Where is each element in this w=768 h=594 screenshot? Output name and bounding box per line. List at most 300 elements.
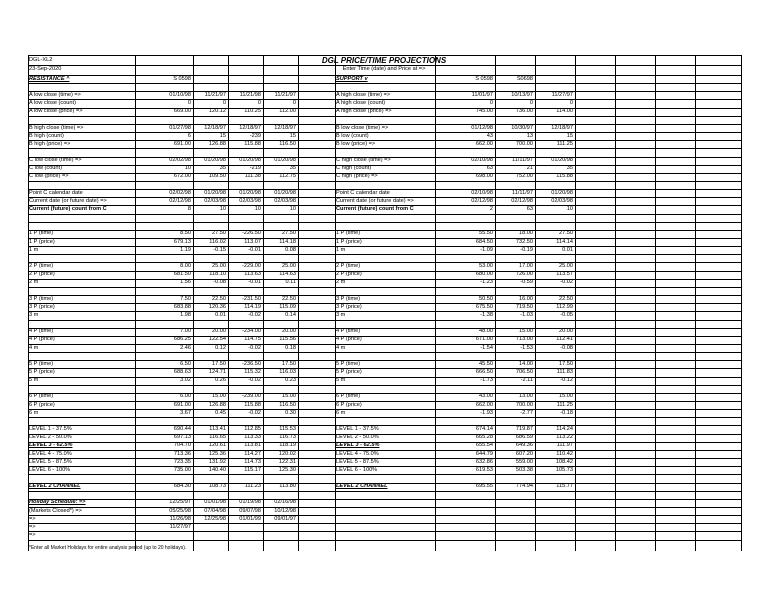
resistance-value-cell[interactable]: -234.00	[242, 328, 261, 335]
support-value-cell[interactable]: -0.08	[560, 344, 573, 351]
support-value-cell[interactable]: 02/10/98	[471, 189, 493, 196]
resistance-row-label[interactable]: C low close (time) =>	[29, 157, 82, 164]
resistance-value-cell[interactable]: 01/20/98	[274, 189, 296, 196]
resistance-value-cell[interactable]: 688.63	[173, 369, 191, 375]
resistance-value-cell[interactable]: 6	[187, 132, 191, 139]
resistance-value-cell[interactable]: 681.50	[173, 271, 191, 278]
resistance-value-cell[interactable]: -0.02	[248, 311, 261, 318]
support-value-cell[interactable]: 25.00	[559, 263, 573, 270]
resistance-row-label[interactable]: 4 P (time)	[29, 328, 54, 335]
support-value-cell[interactable]: -2.11	[520, 377, 533, 384]
support-value-cell[interactable]: -1.93	[480, 409, 493, 416]
resistance-value-cell[interactable]: 111.38	[244, 173, 261, 180]
support-row-label[interactable]: SUPPORT v	[336, 75, 368, 82]
support-row-label[interactable]: 3 P (time)	[336, 295, 361, 302]
resistance-value-cell[interactable]: 25.00	[282, 263, 296, 270]
support-value-cell[interactable]: 0.01	[562, 246, 573, 253]
support-value-cell[interactable]: 63	[526, 206, 533, 212]
support-row-label[interactable]: B low (count)	[336, 132, 369, 139]
support-row-label[interactable]: A high close (time) =>	[336, 91, 391, 98]
resistance-value-cell[interactable]: 0.18	[285, 344, 296, 351]
resistance-value-cell[interactable]: 0.26	[215, 377, 226, 384]
support-value-cell[interactable]: 115.77	[556, 483, 573, 490]
support-value-cell[interactable]: 113.57	[556, 271, 573, 278]
resistance-row-label[interactable]: 4 m	[29, 344, 39, 351]
support-value-cell[interactable]: 48.00	[479, 328, 493, 335]
support-value-cell[interactable]: 55.50	[479, 230, 493, 237]
support-value-cell[interactable]: 112.99	[556, 303, 573, 310]
support-row-label[interactable]: 5 m	[336, 377, 346, 384]
resistance-value-cell[interactable]: 10	[184, 165, 191, 172]
support-value-cell[interactable]: 02/10/98	[471, 157, 493, 164]
resistance-value-cell[interactable]: 12/18/97	[239, 124, 261, 131]
support-value-cell[interactable]: 16.00	[519, 295, 533, 302]
resistance-value-cell[interactable]: -226.50	[242, 230, 261, 237]
support-value-cell[interactable]: 10	[566, 206, 573, 212]
resistance-value-cell[interactable]: 131.92	[208, 458, 226, 465]
support-row-label[interactable]: C high close (time) =>	[336, 157, 391, 164]
resistance-value-cell[interactable]: 3.67	[180, 409, 191, 416]
resistance-value-cell[interactable]: 0.12	[215, 344, 226, 351]
support-value-cell[interactable]: 655.54	[475, 442, 493, 449]
support-value-cell[interactable]: S 0598	[475, 75, 493, 82]
resistance-value-cell[interactable]: -239.00	[242, 393, 261, 400]
support-value-cell[interactable]: 0	[489, 100, 493, 107]
resistance-row-label[interactable]: 5 P (price)	[29, 369, 55, 375]
resistance-row-label[interactable]: B high (count)	[29, 132, 64, 139]
support-value-cell[interactable]: 11/11/97	[512, 189, 533, 196]
support-value-cell[interactable]: 503.38	[515, 466, 533, 473]
support-value-cell[interactable]: 706.50	[515, 369, 533, 375]
resistance-value-cell[interactable]: 01/19/98	[239, 499, 261, 506]
resistance-value-cell[interactable]: 02/02/98	[169, 189, 191, 196]
resistance-value-cell[interactable]: 02/16/98	[274, 499, 296, 506]
support-value-cell[interactable]: 719.50	[515, 303, 533, 310]
resistance-value-cell[interactable]: 116.65	[209, 434, 226, 441]
resistance-value-cell[interactable]: 0	[187, 100, 191, 107]
resistance-value-cell[interactable]: 735.00	[173, 466, 191, 473]
support-row-label[interactable]: 6 P (price)	[336, 401, 362, 408]
resistance-row-label[interactable]: A low close (count)	[29, 100, 76, 107]
support-row-label[interactable]: 4 P (time)	[336, 328, 361, 335]
resistance-value-cell[interactable]: 11/21/97	[204, 91, 226, 98]
support-value-cell[interactable]: 14.00	[519, 360, 533, 367]
support-value-cell[interactable]: 43.00	[479, 393, 493, 400]
resistance-value-cell[interactable]: 11/27/97	[169, 523, 191, 530]
resistance-value-cell[interactable]: 20.00	[212, 328, 226, 335]
resistance-value-cell[interactable]: 11/26/98	[169, 515, 191, 522]
resistance-value-cell[interactable]: 1.98	[180, 311, 191, 318]
resistance-row-label[interactable]: 4 P (price)	[29, 336, 55, 343]
support-value-cell[interactable]: 18.00	[519, 230, 533, 237]
resistance-value-cell[interactable]: 115.09	[279, 303, 296, 310]
support-value-cell[interactable]: 114.14	[556, 238, 573, 245]
resistance-value-cell[interactable]: -0.02	[248, 409, 261, 416]
resistance-value-cell[interactable]: 10	[219, 206, 226, 212]
resistance-value-cell[interactable]: 01/01/98	[204, 499, 226, 506]
resistance-value-cell[interactable]: 125.36	[208, 450, 226, 457]
resistance-value-cell[interactable]: 122.31	[278, 458, 296, 465]
resistance-value-cell[interactable]: 111.23	[244, 483, 261, 490]
support-value-cell[interactable]: 686.59	[515, 434, 533, 441]
support-value-cell[interactable]: 674.14	[475, 426, 493, 433]
resistance-row-label[interactable]: RESISTANCE ^	[29, 75, 70, 82]
resistance-value-cell[interactable]: 02/02/98	[169, 157, 191, 164]
support-value-cell[interactable]: -1.54	[480, 344, 493, 351]
resistance-value-cell[interactable]: 05/25/98	[169, 507, 191, 514]
resistance-row-label[interactable]: Current (future) count from C	[29, 206, 107, 212]
support-value-cell[interactable]: 01/12/98	[471, 124, 493, 131]
support-row-label[interactable]: 5 P (time)	[336, 360, 361, 367]
support-value-cell[interactable]: 12/18/97	[551, 124, 573, 131]
resistance-value-cell[interactable]: 112.85	[244, 426, 261, 433]
resistance-value-cell[interactable]: 115.32	[244, 369, 261, 375]
support-value-cell[interactable]: 27.50	[559, 230, 573, 237]
resistance-value-cell[interactable]: 10	[254, 206, 261, 212]
support-value-cell[interactable]: 671.00	[475, 336, 493, 343]
support-row-label[interactable]: LEVEL 2 - 50.0%	[336, 434, 379, 441]
resistance-value-cell[interactable]: 113.41	[209, 426, 226, 433]
resistance-value-cell[interactable]: 0.11	[285, 279, 296, 286]
resistance-row-label[interactable]: =>	[29, 515, 36, 522]
resistance-value-cell[interactable]: 27.50	[282, 230, 296, 237]
support-value-cell[interactable]: 43	[486, 132, 493, 139]
resistance-value-cell[interactable]: 22.50	[282, 295, 296, 302]
resistance-value-cell[interactable]: -236.50	[242, 360, 261, 367]
support-value-cell[interactable]: S0698	[516, 75, 533, 82]
resistance-value-cell[interactable]: -0.01	[248, 279, 261, 286]
support-row-label[interactable]: LEVEL 3 - 62.5%	[336, 442, 380, 449]
support-value-cell[interactable]: 01/20/98	[551, 157, 573, 164]
resistance-value-cell[interactable]: 112.00	[279, 108, 296, 115]
resistance-row-label[interactable]: LEVEL 3 - 62.5%	[29, 442, 73, 449]
support-value-cell[interactable]: 0	[529, 100, 533, 107]
support-value-cell[interactable]: 17.50	[559, 360, 573, 367]
resistance-row-label[interactable]: LEVEL 2 - 50.0%	[29, 434, 72, 441]
support-value-cell[interactable]: 113.22	[556, 434, 573, 441]
support-row-label[interactable]: 2 m	[336, 279, 346, 286]
resistance-value-cell[interactable]: 15.00	[212, 393, 226, 400]
resistance-value-cell[interactable]: 35	[219, 165, 226, 172]
resistance-value-cell[interactable]: 116.50	[279, 140, 296, 147]
support-row-label[interactable]: 1 P (time)	[336, 230, 361, 237]
support-row-label[interactable]: LEVEL 4 - 75.0%	[336, 450, 379, 457]
resistance-row-label[interactable]: 1 P (time)	[29, 230, 54, 237]
resistance-value-cell[interactable]: 12/18/97	[274, 124, 296, 131]
resistance-value-cell[interactable]: 110.25	[244, 108, 261, 115]
resistance-row-label[interactable]: =>	[29, 523, 36, 530]
support-value-cell[interactable]: 02/12/98	[511, 197, 533, 204]
resistance-value-cell[interactable]: 01/20/98	[239, 157, 261, 164]
resistance-row-label[interactable]: A low close (time) =>	[29, 91, 81, 98]
resistance-value-cell[interactable]: 120.36	[208, 303, 226, 310]
support-row-label[interactable]: LEVEL 1 - 37.5%	[336, 426, 379, 433]
resistance-value-cell[interactable]: 115.17	[244, 466, 261, 473]
resistance-value-cell[interactable]: 02/03/98	[204, 197, 226, 204]
resistance-value-cell[interactable]: 01/20/98	[204, 157, 226, 164]
support-value-cell[interactable]: -1.73	[480, 377, 493, 384]
support-value-cell[interactable]: 111.97	[556, 442, 573, 449]
resistance-value-cell[interactable]: 114.27	[244, 450, 261, 457]
resistance-value-cell[interactable]: 118.10	[209, 271, 226, 278]
support-value-cell[interactable]: -1.23	[480, 279, 493, 286]
resistance-value-cell[interactable]: 01/20/98	[239, 189, 261, 196]
resistance-value-cell[interactable]: 15	[289, 132, 296, 139]
resistance-value-cell[interactable]: 114.19	[244, 303, 261, 310]
support-row-label[interactable]: C high (price) =>	[336, 173, 378, 180]
support-value-cell[interactable]: 01/20/98	[551, 189, 573, 196]
resistance-row-label[interactable]: 6 P (price)	[29, 401, 55, 408]
resistance-value-cell[interactable]: 122.54	[208, 336, 226, 343]
support-row-label[interactable]: 6 P (time)	[336, 393, 361, 400]
support-value-cell[interactable]: 695.55	[475, 483, 493, 490]
resistance-row-label[interactable]: LEVEL 5 - 87.5%	[29, 458, 72, 465]
support-value-cell[interactable]: 698.00	[475, 173, 493, 180]
resistance-value-cell[interactable]: 120.02	[278, 450, 296, 457]
resistance-value-cell[interactable]: 15.00	[282, 393, 296, 400]
support-row-label[interactable]: 3 m	[336, 311, 346, 318]
support-value-cell[interactable]: 15.00	[559, 393, 573, 400]
resistance-value-cell[interactable]: 12/18/97	[204, 124, 226, 131]
resistance-value-cell[interactable]: 3.02	[180, 377, 191, 384]
support-row-label[interactable]: 2 P (price)	[336, 271, 362, 278]
resistance-value-cell[interactable]: -0.02	[248, 344, 261, 351]
resistance-value-cell[interactable]: 09/01/97	[274, 515, 296, 522]
support-value-cell[interactable]: 115.88	[556, 173, 573, 180]
support-value-cell[interactable]: 719.87	[515, 426, 533, 433]
resistance-value-cell[interactable]: 7.00	[180, 328, 191, 335]
resistance-row-label[interactable]: Current date (or future date) =>	[29, 197, 107, 204]
resistance-value-cell[interactable]: 704.70	[173, 442, 191, 449]
resistance-value-cell[interactable]: 113.33	[244, 434, 261, 441]
resistance-value-cell[interactable]: 09/07/98	[239, 507, 261, 514]
resistance-row-label[interactable]: LEVEL 2 CHANNEL	[29, 483, 81, 490]
resistance-value-cell[interactable]: 8	[187, 206, 191, 212]
support-value-cell[interactable]: 619.53	[475, 466, 493, 473]
resistance-row-label[interactable]: C low (count)	[29, 165, 62, 172]
resistance-value-cell[interactable]: 140.40	[208, 466, 226, 473]
resistance-value-cell[interactable]: 697.13	[173, 434, 191, 441]
resistance-row-label[interactable]: 6 P (time)	[29, 393, 54, 400]
support-value-cell[interactable]: 114.24	[556, 426, 573, 433]
support-row-label[interactable]: 5 P (price)	[336, 369, 362, 375]
support-row-label[interactable]: 1 P (price)	[336, 238, 362, 245]
support-value-cell[interactable]: 607.20	[515, 450, 533, 457]
support-value-cell[interactable]: -2.77	[520, 409, 533, 416]
resistance-value-cell[interactable]: 02/03/98	[239, 197, 261, 204]
support-row-label[interactable]: LEVEL 6 - 100%	[336, 466, 378, 473]
resistance-value-cell[interactable]: 1.19	[180, 246, 191, 253]
resistance-value-cell[interactable]: 120.61	[208, 442, 226, 449]
resistance-value-cell[interactable]: 124.71	[208, 369, 226, 375]
support-value-cell[interactable]: 662.00	[475, 401, 493, 408]
resistance-value-cell[interactable]: -229.00	[242, 263, 261, 270]
support-value-cell[interactable]: 11/27/97	[551, 91, 573, 98]
support-value-cell[interactable]: 13	[526, 132, 533, 139]
resistance-value-cell[interactable]: S 0598	[173, 75, 191, 82]
resistance-row-label[interactable]: LEVEL 6 - 100%	[29, 466, 71, 473]
resistance-value-cell[interactable]: 115.88	[244, 140, 261, 147]
support-value-cell[interactable]: -0.59	[520, 279, 533, 286]
resistance-value-cell[interactable]: 120.12	[208, 108, 226, 115]
support-value-cell[interactable]: 726.00	[515, 271, 533, 278]
resistance-row-label[interactable]: =>	[29, 532, 36, 538]
resistance-value-cell[interactable]: 109.50	[208, 173, 226, 180]
resistance-value-cell[interactable]: 02/03/98	[274, 197, 296, 204]
resistance-value-cell[interactable]: 01/20/98	[274, 157, 296, 164]
resistance-value-cell[interactable]: 691.00	[173, 140, 191, 147]
resistance-value-cell[interactable]: 0.01	[215, 311, 226, 318]
support-value-cell[interactable]: 108.42	[555, 458, 573, 465]
support-row-label[interactable]: LEVEL 5 - 87.5%	[336, 458, 379, 465]
resistance-value-cell[interactable]: 116.02	[209, 238, 226, 245]
resistance-value-cell[interactable]: 669.00	[173, 108, 191, 115]
support-row-label[interactable]: LEVEL 2 CHANNEL	[336, 483, 388, 490]
resistance-value-cell[interactable]: 118.19	[279, 442, 296, 449]
resistance-value-cell[interactable]: 113.07	[244, 238, 261, 245]
support-value-cell[interactable]: 0	[569, 100, 573, 107]
support-value-cell[interactable]: 02/12/98	[471, 197, 493, 204]
resistance-value-cell[interactable]: 0	[257, 100, 261, 107]
support-value-cell[interactable]: 684.50	[475, 238, 493, 245]
resistance-row-label[interactable]: 1 m	[29, 246, 39, 253]
resistance-row-label[interactable]: 3 P (price)	[29, 303, 55, 310]
support-value-cell[interactable]: 649.36	[515, 442, 533, 449]
resistance-value-cell[interactable]: -0.01	[248, 246, 261, 253]
resistance-value-cell[interactable]: 6.50	[180, 360, 191, 367]
resistance-value-cell[interactable]: 0	[222, 100, 226, 107]
resistance-value-cell[interactable]: 115.56	[279, 336, 296, 343]
resistance-value-cell[interactable]: 115.53	[279, 426, 296, 433]
resistance-value-cell[interactable]: 7.50	[180, 295, 191, 302]
support-value-cell[interactable]: 732.50	[515, 238, 533, 245]
resistance-value-cell[interactable]: 12/25/97	[169, 499, 191, 506]
support-row-label[interactable]: 3 P (price)	[336, 303, 362, 310]
resistance-value-cell[interactable]: 114.73	[244, 458, 261, 465]
resistance-row-label[interactable]: 3 P (time)	[29, 295, 54, 302]
support-value-cell[interactable]: 53.00	[479, 263, 493, 270]
resistance-row-label[interactable]: (Markets Closed*) =>	[29, 507, 82, 514]
support-row-label[interactable]: B low close (time) =>	[336, 124, 389, 131]
resistance-value-cell[interactable]: -219	[249, 165, 261, 172]
resistance-value-cell[interactable]: 6.00	[180, 393, 191, 400]
resistance-value-cell[interactable]: 01/20/98	[204, 189, 226, 196]
support-value-cell[interactable]: 2	[489, 206, 493, 212]
resistance-value-cell[interactable]: -239	[249, 132, 261, 139]
resistance-value-cell[interactable]: 0.23	[285, 377, 296, 384]
resistance-value-cell[interactable]: 07/04/98	[204, 507, 226, 514]
resistance-value-cell[interactable]: 114.63	[279, 271, 296, 278]
resistance-value-cell[interactable]: 116.73	[279, 434, 296, 441]
support-value-cell[interactable]: 22.50	[559, 295, 573, 302]
resistance-value-cell[interactable]: 2.46	[180, 344, 191, 351]
resistance-value-cell[interactable]: 0.45	[215, 409, 226, 416]
support-row-label[interactable]: Point C calendar date	[336, 189, 390, 196]
support-value-cell[interactable]: 675.50	[475, 303, 493, 310]
resistance-value-cell[interactable]: 10/12/98	[274, 507, 296, 514]
resistance-value-cell[interactable]: 10	[289, 206, 296, 212]
support-value-cell[interactable]: 559.00	[515, 458, 533, 465]
resistance-row-label[interactable]: 1 P (price)	[29, 238, 55, 245]
resistance-value-cell[interactable]: 116.03	[279, 369, 296, 375]
resistance-row-label[interactable]: LEVEL 4 - 75.0%	[29, 450, 72, 457]
resistance-value-cell[interactable]: 01/27/98	[169, 124, 191, 131]
resistance-row-label[interactable]: Point C calendar date	[29, 189, 83, 196]
resistance-value-cell[interactable]: 112.75	[279, 173, 296, 180]
resistance-row-label[interactable]: B high close (time) =>	[29, 124, 84, 131]
resistance-row-label[interactable]: LEVEL 1 - 37.5%	[29, 426, 72, 433]
support-row-label[interactable]: A high close (count)	[336, 100, 386, 107]
resistance-value-cell[interactable]: 672.00	[173, 173, 191, 180]
support-value-cell[interactable]: 644.79	[475, 450, 493, 457]
resistance-value-cell[interactable]: 683.88	[173, 303, 191, 310]
support-value-cell[interactable]: 736.00	[515, 108, 533, 115]
support-value-cell[interactable]: 50.50	[479, 295, 493, 302]
resistance-value-cell[interactable]: 126.88	[208, 140, 226, 147]
support-value-cell[interactable]: 11/11/97	[512, 157, 533, 164]
support-value-cell[interactable]: 752.00	[515, 173, 533, 180]
support-value-cell[interactable]: 111.25	[556, 401, 573, 408]
support-value-cell[interactable]: -0.19	[520, 246, 533, 253]
resistance-row-label[interactable]: A low close (price) =>	[29, 108, 83, 115]
resistance-value-cell[interactable]: 17.50	[212, 360, 226, 367]
support-row-label[interactable]: C high (count)	[336, 165, 372, 172]
support-value-cell[interactable]: 105.73	[555, 466, 573, 473]
resistance-value-cell[interactable]: 113.81	[244, 442, 261, 449]
support-value-cell[interactable]: 21	[526, 165, 533, 172]
resistance-value-cell[interactable]: 0	[292, 100, 296, 107]
support-row-label[interactable]: A high close (price) =>	[336, 108, 392, 115]
resistance-row-label[interactable]: 5 m	[29, 377, 39, 384]
resistance-value-cell[interactable]: 11/21/98	[239, 91, 261, 98]
resistance-value-cell[interactable]: 11/21/97	[274, 91, 296, 98]
support-value-cell[interactable]: 17.00	[519, 263, 533, 270]
support-value-cell[interactable]: 680.00	[475, 271, 493, 278]
resistance-row-label[interactable]: C low (price) =>	[29, 173, 69, 180]
support-value-cell[interactable]: 10/30/97	[511, 124, 533, 131]
support-value-cell[interactable]: -1.38	[480, 311, 493, 318]
support-value-cell[interactable]: -0.12	[560, 377, 573, 384]
resistance-row-label[interactable]: B high (price) =>	[29, 140, 71, 147]
resistance-value-cell[interactable]: 114.18	[279, 238, 296, 245]
support-value-cell[interactable]: 111.25	[556, 140, 573, 147]
resistance-value-cell[interactable]: 01/01/99	[239, 515, 261, 522]
resistance-row-label[interactable]: 3 m	[29, 311, 39, 318]
support-value-cell[interactable]: -1.09	[480, 246, 493, 253]
resistance-row-label[interactable]: 6 m	[29, 409, 39, 416]
support-value-cell[interactable]: 112.41	[556, 336, 573, 343]
resistance-value-cell[interactable]: 17.50	[282, 360, 296, 367]
resistance-value-cell[interactable]: -0.15	[213, 246, 226, 253]
resistance-value-cell[interactable]: 113.63	[244, 271, 261, 278]
resistance-row-label[interactable]: 5 P (time)	[29, 360, 54, 367]
resistance-value-cell[interactable]: 20.00	[282, 328, 296, 335]
resistance-value-cell[interactable]: -0.08	[213, 279, 226, 286]
resistance-value-cell[interactable]: 0.14	[285, 311, 296, 318]
support-row-label[interactable]: 4 m	[336, 344, 346, 351]
resistance-row-label[interactable]: 2 P (price)	[29, 271, 55, 278]
resistance-row-label[interactable]: 2 P (time)	[29, 263, 54, 270]
support-value-cell[interactable]: 111.83	[556, 369, 573, 375]
resistance-row-label[interactable]: 2 m	[29, 279, 39, 286]
support-row-label[interactable]: 6 m	[336, 409, 346, 416]
resistance-value-cell[interactable]: 113.80	[279, 483, 296, 490]
support-value-cell[interactable]: 665.28	[475, 434, 493, 441]
support-value-cell[interactable]: 20.00	[559, 328, 573, 335]
support-row-label[interactable]: B low (price) =>	[336, 140, 376, 147]
support-value-cell[interactable]: 700.00	[515, 140, 533, 147]
support-value-cell[interactable]: -0.02	[560, 279, 573, 286]
